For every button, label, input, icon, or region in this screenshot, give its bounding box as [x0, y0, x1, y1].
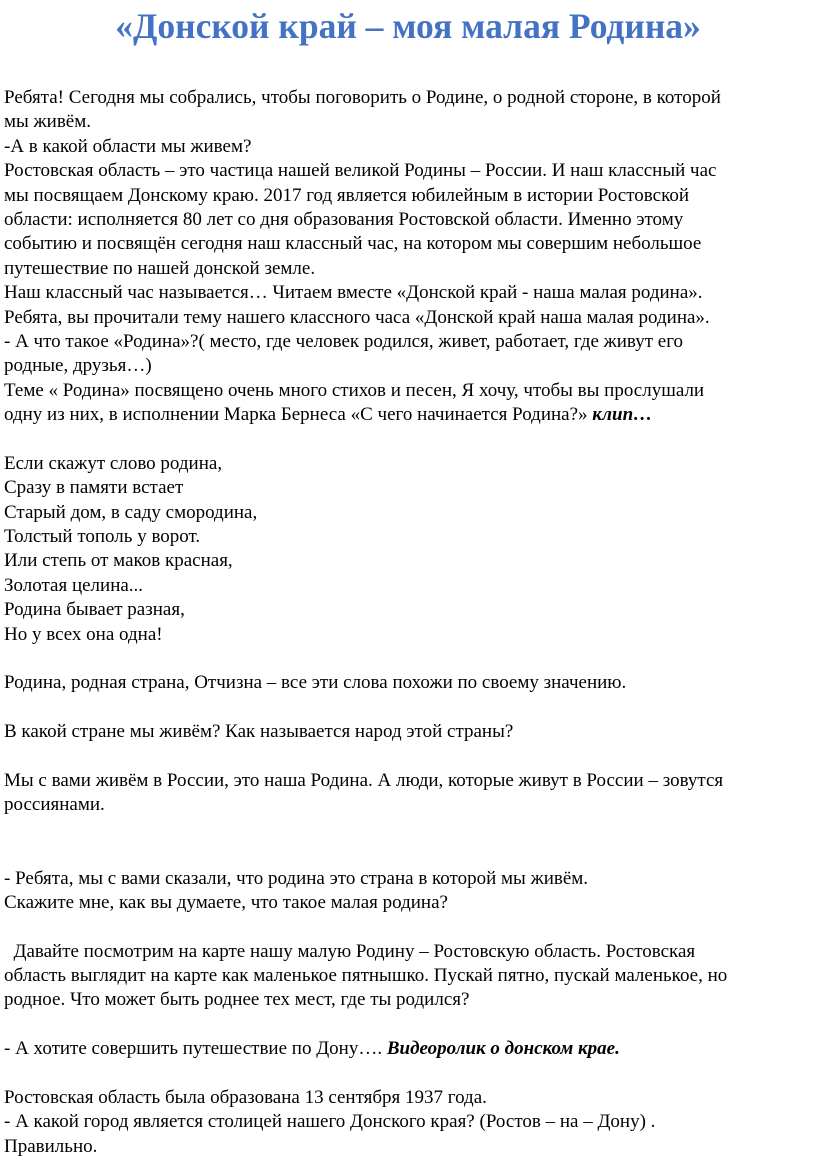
poem-line: Если скажут слово родина,: [4, 452, 223, 474]
question-line: В какой стране мы живём? Как называется народ этой страны?: [4, 721, 514, 743]
poem-line: Сразу в памяти встает: [4, 477, 184, 499]
text-line: -А в какой области мы живем?: [4, 135, 252, 157]
inline-text: - А хотите совершить путешествие по Дону….: [4, 1038, 387, 1060]
homeland-definition: Родина, родная страна, Отчизна – все эти слова похожи по своему значению.: [4, 672, 627, 694]
text-line: - Ребята, мы с вами сказали, что родина это страна в которой мы живём.: [4, 867, 589, 889]
spacer: [4, 842, 814, 866]
text-line: Наш классный час называется… Читаем вместе «Донской край - наша малая родина».: [4, 282, 703, 304]
spacer: [4, 1062, 814, 1086]
spacer: [4, 745, 814, 769]
text-line: Скажите мне, как вы думаете, что такое малая родина?: [4, 891, 448, 913]
spacer: [4, 427, 814, 451]
russia-paragraph: [4, 769, 814, 818]
document-body: [4, 86, 814, 1159]
page-title: «Донской край – моя малая Родина»: [115, 6, 701, 46]
spacer: [4, 647, 814, 671]
text-line: мы живём.: [4, 111, 92, 133]
text-line: россиянами.: [4, 794, 105, 816]
poem-line: Толстый тополь у ворот.: [4, 526, 201, 548]
text-line: - А что такое «Родина»?( место, где человек родился, живет, работает, где живут его: [4, 330, 684, 352]
text-line: Ростовская область – это частица нашей великой Родины – России. И наш классный час: [4, 160, 717, 182]
text-line: области: исполняется 80 лет со дня образования Ростовской области. Именно этому: [4, 208, 684, 230]
small-homeland-paragraph: [4, 867, 814, 916]
text-line: [4, 403, 814, 427]
text-line: путешествие по нашей донской земле.: [4, 257, 316, 279]
text-line: - А какой город является столицей нашего Донского края? (Ростов – на – Дону) .: [4, 1111, 656, 1133]
text-line: событию и посвящён сегодня наш классный час, на котором мы совершим небольшое: [4, 233, 702, 255]
video-cue: Видеоролик о донском крае.: [386, 1038, 620, 1060]
intro-paragraph: [4, 86, 814, 427]
clip-cue: клип…: [592, 404, 653, 426]
travel-line: [4, 1037, 814, 1061]
poem: [4, 452, 814, 647]
text-line: Давайте посмотрим на карте нашу малую Родину – Ростовскую область. Ростовская: [4, 940, 696, 962]
inline-text: одну из них, в исполнении Марка Бернеса «С чего начинается Родина?»: [4, 404, 593, 426]
poem-line: Или степь от маков красная,: [4, 550, 233, 572]
text-line: мы посвящаем Донскому краю. 2017 год является юбилейным в истории Ростовской: [4, 184, 690, 206]
text-line: Ребята! Сегодня мы собрались, чтобы поговорить о Родине, о родной стороне, в которой: [4, 87, 721, 108]
map-paragraph: [4, 940, 814, 1013]
text-line: Мы с вами живём в России, это наша Родина. А люди, которые живут в России – зовутся: [4, 769, 724, 791]
spacer: [4, 818, 814, 842]
poem-line: Родина бывает разная,: [4, 599, 185, 621]
text-line: Ребята, вы прочитали тему нашего классного часа «Донской край наша малая родина».: [4, 306, 710, 328]
text-line: Теме « Родина» посвящено очень много стихов и песен, Я хочу, чтобы вы прослушали: [4, 379, 705, 401]
poem-line: Золотая целина...: [4, 574, 144, 596]
spacer: [4, 1013, 814, 1037]
text-line: Ростовская область была образована 13 сентября 1937 года.: [4, 1087, 487, 1109]
text-line: Правильно.: [4, 1135, 98, 1157]
spacer: [4, 696, 814, 720]
text-line: родные, друзья…): [4, 355, 152, 377]
poem-line: Но у всех она одна!: [4, 623, 163, 645]
text-line: область выглядит на карте как маленькое пятнышко. Пускай пятно, пускай маленькое, но: [4, 965, 728, 987]
region-facts-paragraph: [4, 1086, 814, 1159]
spacer: [4, 915, 814, 939]
poem-line: Старый дом, в саду смородина,: [4, 501, 258, 523]
text-line: родное. Что может быть роднее тех мест, где ты родился?: [4, 989, 470, 1011]
